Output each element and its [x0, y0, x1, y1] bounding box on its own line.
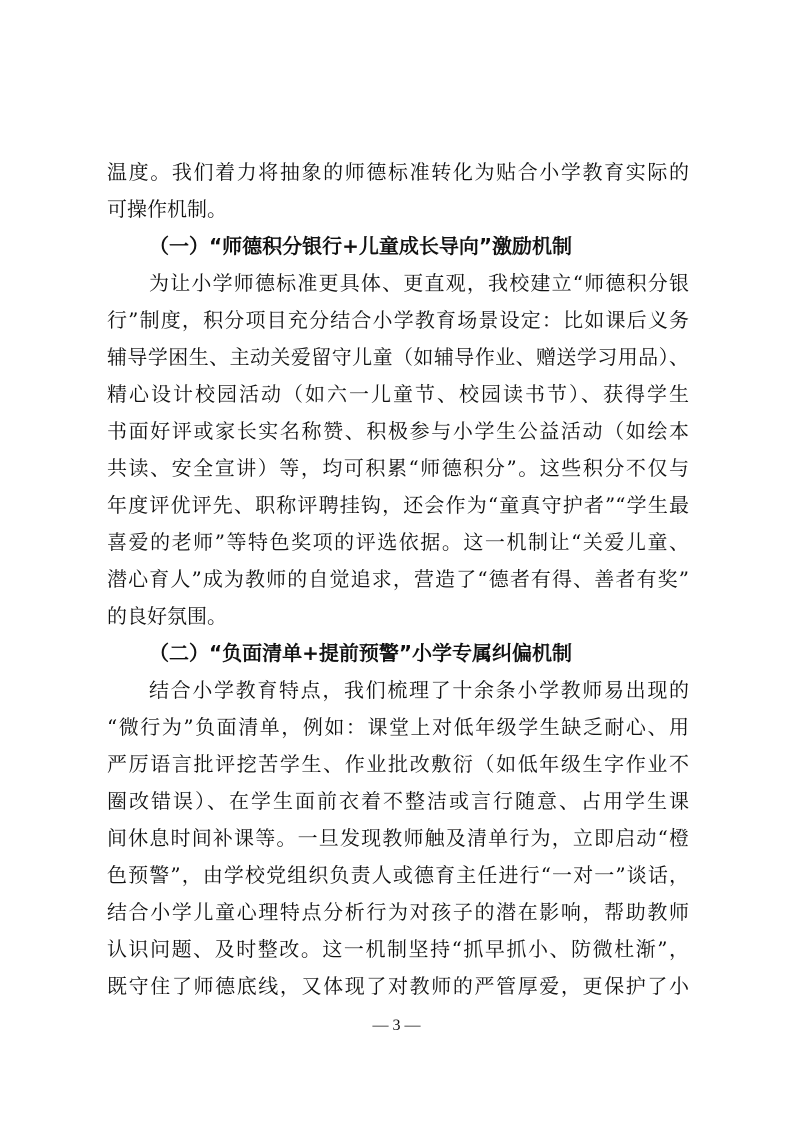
paragraph — [107, 672, 689, 1005]
text-line: 的良好氛围。 — [107, 604, 227, 628]
text-line: 喜爱的老师”等特色奖项的评选依据。这一机制让“关爱儿童、 — [107, 530, 689, 554]
heading-text: （二）“负面清单+提前预警”小学专属纠偏机制 — [149, 641, 573, 665]
text-line: 精心设计校园活动（如六一儿童节、校园读书节）、获得学生 — [107, 382, 689, 406]
text-line: “微行为”负面清单，例如：课堂上对低年级学生缺乏耐心、用 — [107, 715, 689, 739]
text-line: 认识问题、及时整改。这一机制坚持“抓早抓小、防微杜渐”， — [107, 937, 689, 961]
text-line: 圈改错误）、在学生面前衣着不整洁或言行随意、占用学生课 — [107, 789, 689, 813]
section-heading — [107, 635, 689, 672]
text-line: 间休息时间补课等。一旦发现教师触及清单行为，立即启动“橙 — [107, 826, 689, 850]
paragraph — [107, 154, 689, 228]
text-line: 温度。我们着力将抽象的师德标准转化为贴合小学教育实际的 — [107, 160, 689, 184]
document-body — [107, 154, 689, 1005]
paragraph — [107, 265, 689, 635]
text-line: 年度评优评先、职称评聘挂钩，还会作为“童真守护者”“学生最 — [107, 493, 689, 517]
text-line: 色预警”，由学校党组织负责人或德育主任进行“一对一”谈话， — [107, 863, 689, 887]
text-line: 行”制度，积分项目充分结合小学教育场景设定：比如课后义务 — [107, 308, 689, 332]
text-line: 结合小学教育特点，我们梳理了十余条小学教师易出现的 — [149, 678, 689, 702]
text-line: 共读、安全宣讲）等，均可积累“师德积分”。这些积分不仅与 — [107, 456, 689, 480]
text-line: 为让小学师德标准更具体、更直观，我校建立“师德积分银 — [149, 271, 689, 295]
text-line: 严厉语言批评挖苦学生、作业批改敷衍（如低年级生字作业不 — [107, 752, 689, 776]
text-line: 结合小学儿童心理特点分析行为对孩子的潜在影响，帮助教师 — [107, 900, 689, 924]
page-number: — 3 — — [372, 1017, 421, 1034]
section-heading — [107, 228, 689, 265]
text-line: 既守住了师德底线，又体现了对教师的严管厚爱，更保护了小 — [107, 974, 689, 998]
text-line: 潜心育人”成为教师的自觉追求，营造了“德者有得、善者有奖” — [107, 567, 689, 591]
text-line: 书面好评或家长实名称赞、积极参与小学生公益活动（如绘本 — [107, 419, 689, 443]
text-line: 可操作机制。 — [107, 197, 227, 221]
heading-text: （一）“师德积分银行+儿童成长导向”激励机制 — [149, 234, 573, 258]
text-line: 辅导学困生、主动关爱留守儿童（如辅导作业、赠送学习用品）、 — [107, 345, 689, 369]
